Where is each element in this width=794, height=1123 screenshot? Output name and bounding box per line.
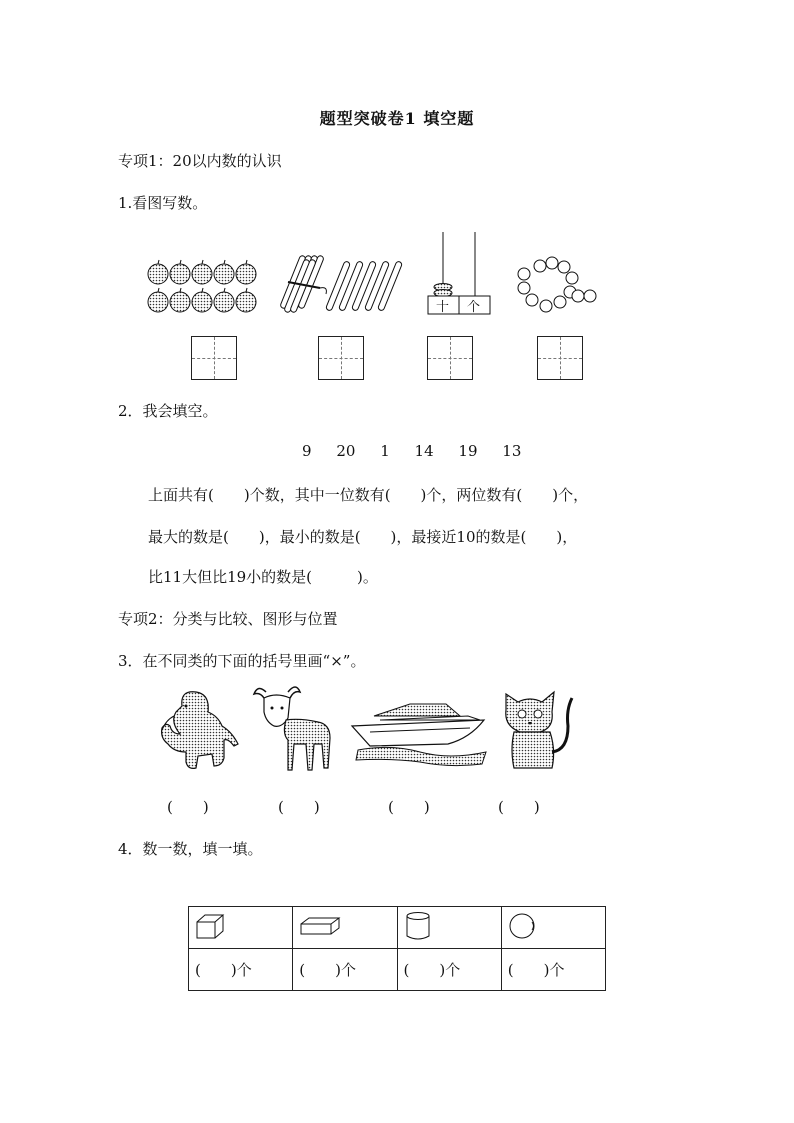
apple-icon [214,260,234,284]
shape-cell [293,907,397,949]
sticks-picture [280,252,410,316]
fill-line-3[interactable]: 比11大但比19小的数是( )。 [148,568,378,586]
goat-icon [248,682,340,778]
answer-box-abacus[interactable] [427,336,473,380]
question-2-label: 2．我会填空。 [118,402,218,420]
number-item: 19 [458,442,478,460]
apple-icon [236,288,256,312]
number-item: 9 [302,442,312,460]
apple-row-bottom [148,288,256,312]
answer-blank-goat[interactable]: ( ) [278,798,320,816]
beads-picture [510,254,600,318]
number-item: 20 [336,442,356,460]
section-heading-2: 专项2：分类与比较、图形与位置 [118,610,338,628]
ship-icon [350,690,490,768]
fill-line-2[interactable]: 最大的数是( )，最小的数是( )，最接近10的数是( )， [148,528,578,546]
number-item: 13 [502,442,522,460]
elephant-icon [152,686,244,778]
shape-cell [397,907,501,949]
cube-icon [195,912,225,940]
apple-icon [170,260,190,284]
shapes-table [188,906,606,991]
count-blank-sphere[interactable]: ( )个 [501,949,605,991]
apple-icon [148,288,168,312]
apple-icon [236,260,256,284]
number-list [302,442,541,460]
page-title: 题型突破卷1 填空题 [319,109,475,128]
section-heading-1: 专项1：20以内数的认识 [118,152,282,170]
apple-icon [214,288,234,312]
answer-row [189,949,606,991]
count-blank-cylinder[interactable]: ( )个 [397,949,501,991]
shape-icons-row [189,907,606,949]
cuboid-icon [299,914,341,938]
count-blank-cuboid[interactable]: ( )个 [293,949,397,991]
tens-label: 十 [436,300,450,315]
question-4-label: 4．数一数，填一填。 [118,840,263,858]
sphere-icon [508,911,538,941]
single-sticks [325,261,402,311]
fill-line-1[interactable]: 上面共有( )个数，其中一位数有( )个，两位数有( )个， [148,486,589,504]
answer-box-sticks[interactable] [318,336,364,380]
cat-icon [500,686,576,772]
apple-icon [170,288,190,312]
apple-row-top [148,260,256,284]
number-item: 1 [380,442,390,460]
answer-box-apples[interactable] [191,336,237,380]
ones-label: 个 [467,300,481,315]
answer-blank-cat[interactable]: ( ) [498,798,540,816]
count-blank-cube[interactable]: ( )个 [189,949,293,991]
question-3-label: 3．在不同类的下面的括号里画“×”。 [118,652,366,670]
apple-icon [192,288,212,312]
shape-cell [189,907,293,949]
apples-picture [146,258,262,318]
question-1-label: 1.看图写数。 [118,194,208,212]
answer-blank-ship[interactable]: ( ) [388,798,430,816]
abacus-picture [428,232,490,318]
shape-cell [501,907,605,949]
number-item: 14 [414,442,434,460]
apple-icon [148,260,168,284]
apple-icon [192,260,212,284]
stick-bundle-icon [280,255,327,313]
cylinder-icon [404,911,434,941]
answer-blank-elephant[interactable]: ( ) [167,798,209,816]
answer-box-beads[interactable] [537,336,583,380]
